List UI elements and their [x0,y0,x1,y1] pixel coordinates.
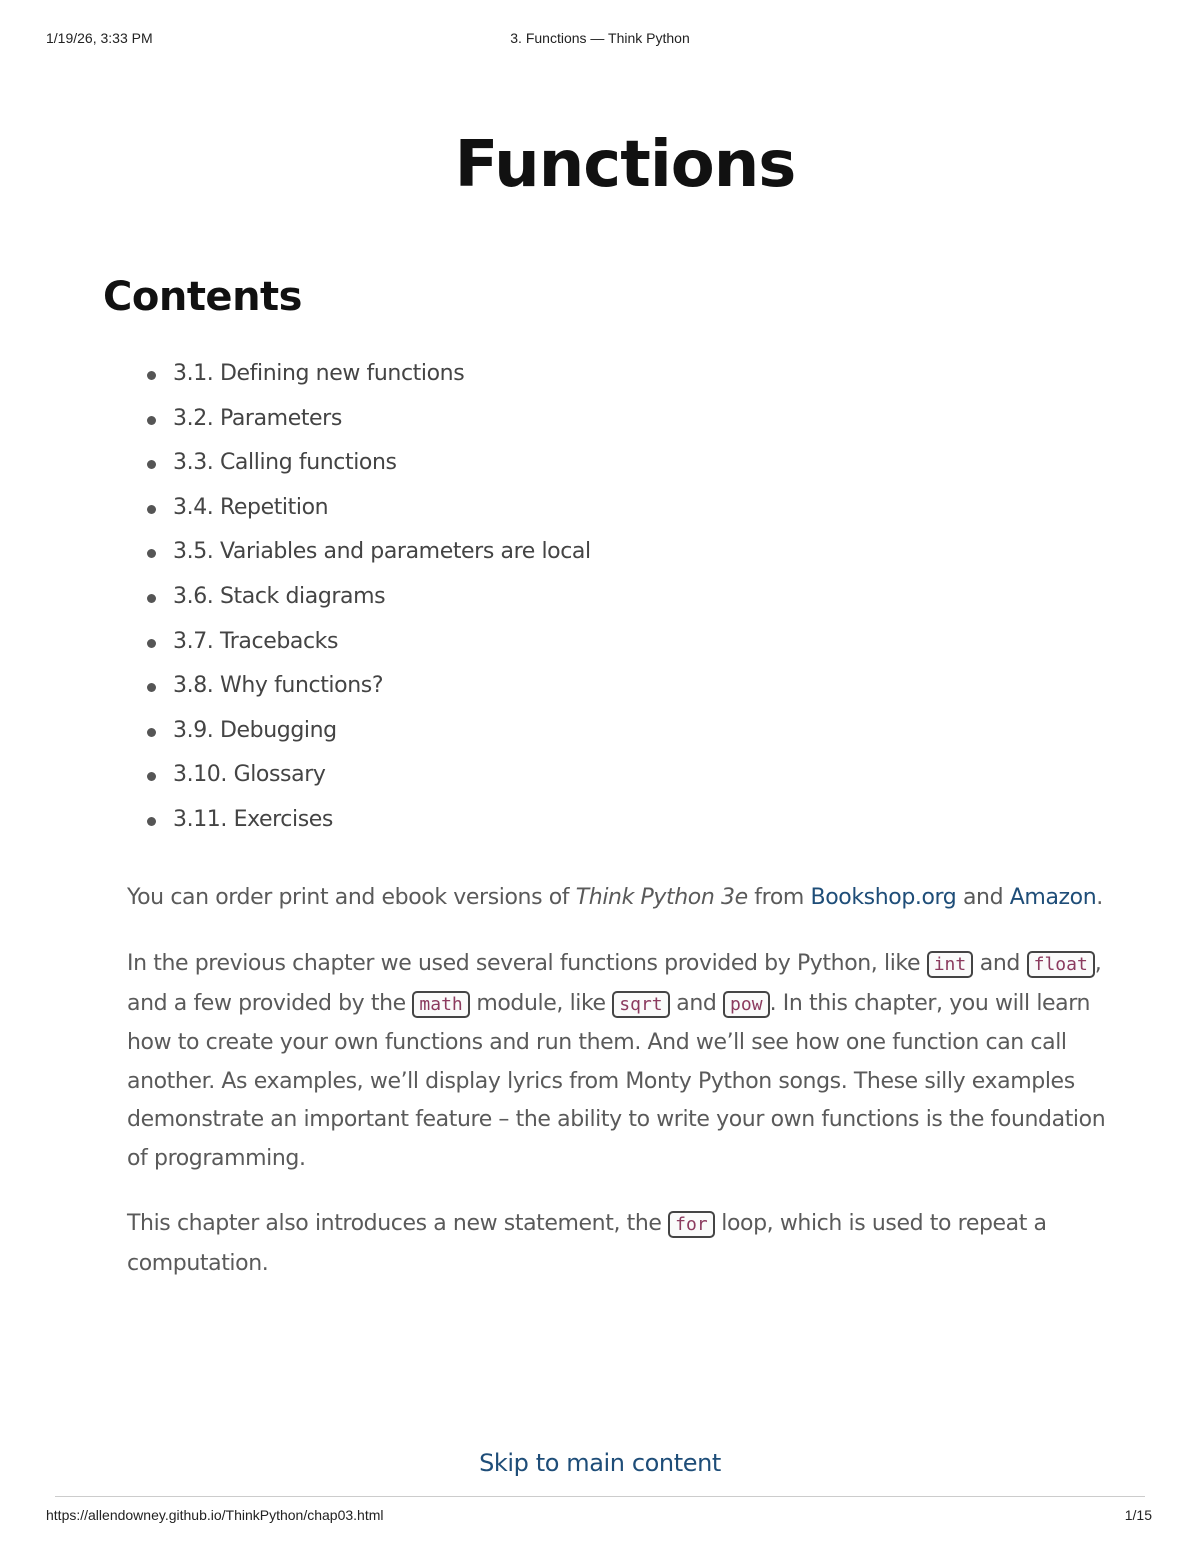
order-text: from [747,885,811,910]
print-url: https://allendowney.github.io/ThinkPython/chap03.html [46,1507,384,1523]
bullet-icon [147,683,156,692]
print-doc-title: 3. Functions — Think Python [510,30,690,46]
intro-text: , and a few provided by the [127,951,1102,1016]
intro-text: and [669,990,724,1016]
toc-item-label[interactable]: 3.11. Exercises [173,806,333,832]
intro-paragraph [127,945,1127,1178]
page-number: 1/15 [1124,1507,1152,1523]
order-text: . [1096,885,1103,910]
footer-divider [55,1496,1145,1497]
order-text: and [956,885,1010,910]
toc-item[interactable] [140,352,591,397]
toc-item-label[interactable]: 3.9. Debugging [173,717,337,743]
toc-item[interactable] [140,620,591,665]
for-text: This chapter also introduces a new statement, the [127,1211,669,1236]
print-footer [0,1507,1200,1527]
skip-to-main-link[interactable]: Skip to main content [479,1449,721,1477]
bullet-icon [147,594,156,603]
table-of-contents [140,352,591,843]
toc-item-label[interactable]: 3.3. Calling functions [173,450,397,476]
code-for: for [668,1211,715,1238]
order-text: You can order print and ebook versions of [127,885,576,910]
toc-item-label[interactable]: 3.7. Tracebacks [173,628,339,654]
code-pow: pow [723,991,770,1018]
code-int: int [927,951,974,978]
toc-item[interactable] [140,441,591,486]
page-title: Functions [454,128,796,202]
order-paragraph [127,879,1127,918]
toc-item-label[interactable]: 3.1. Defining new functions [173,361,465,386]
bullet-icon [147,817,156,826]
print-date: 1/19/26, 3:33 PM [46,30,153,46]
print-header [0,30,1200,50]
toc-item-label[interactable]: 3.8. Why functions? [173,673,384,699]
intro-text: . In this chapter, you will learn how to create your own functions and run them. And we’ll see how one function can call another. As examples, we’ll display lyrics from Monty Python songs. These silly examples demonstrate an important feature – the ability to write your own functions is the foundation of programming. [127,990,1106,1171]
intro-text: module, like [469,990,613,1016]
toc-item-label[interactable]: 3.6. Stack diagrams [173,583,386,609]
for-text: loop, which is used to repeat a computation. [127,1211,1047,1276]
bullet-icon [147,549,156,558]
toc-item[interactable] [140,530,591,575]
toc-item[interactable] [140,753,591,798]
toc-item[interactable] [140,486,591,531]
toc-item[interactable] [140,575,591,620]
bullet-icon [147,772,156,781]
bullet-icon [147,728,156,737]
toc-item[interactable] [140,798,591,843]
bullet-icon [147,505,156,514]
toc-item-label[interactable]: 3.5. Variables and parameters are local [173,539,591,565]
code-sqrt: sqrt [612,991,669,1018]
toc-item-label[interactable]: 3.2. Parameters [173,405,342,431]
bullet-icon [147,371,156,380]
for-loop-paragraph [127,1205,1127,1283]
bullet-icon [147,639,156,648]
toc-item[interactable] [140,397,591,442]
intro-text: In the previous chapter we used several functions provided by Python, like [127,951,927,976]
code-float: float [1027,951,1095,978]
code-math: math [412,991,469,1018]
bullet-icon [147,460,156,469]
toc-item-label[interactable]: 3.4. Repetition [173,494,329,520]
amazon-link[interactable]: Amazon [1009,885,1097,910]
contents-heading: Contents [103,274,302,320]
intro-text: and [973,951,1027,976]
toc-item[interactable] [140,709,591,754]
toc-item-label[interactable]: 3.10. Glossary [173,762,326,788]
bullet-icon [147,416,156,425]
toc-item[interactable] [140,664,591,709]
book-title: Think Python 3e [575,885,748,910]
bookshop-link[interactable]: Bookshop.org [810,885,957,910]
